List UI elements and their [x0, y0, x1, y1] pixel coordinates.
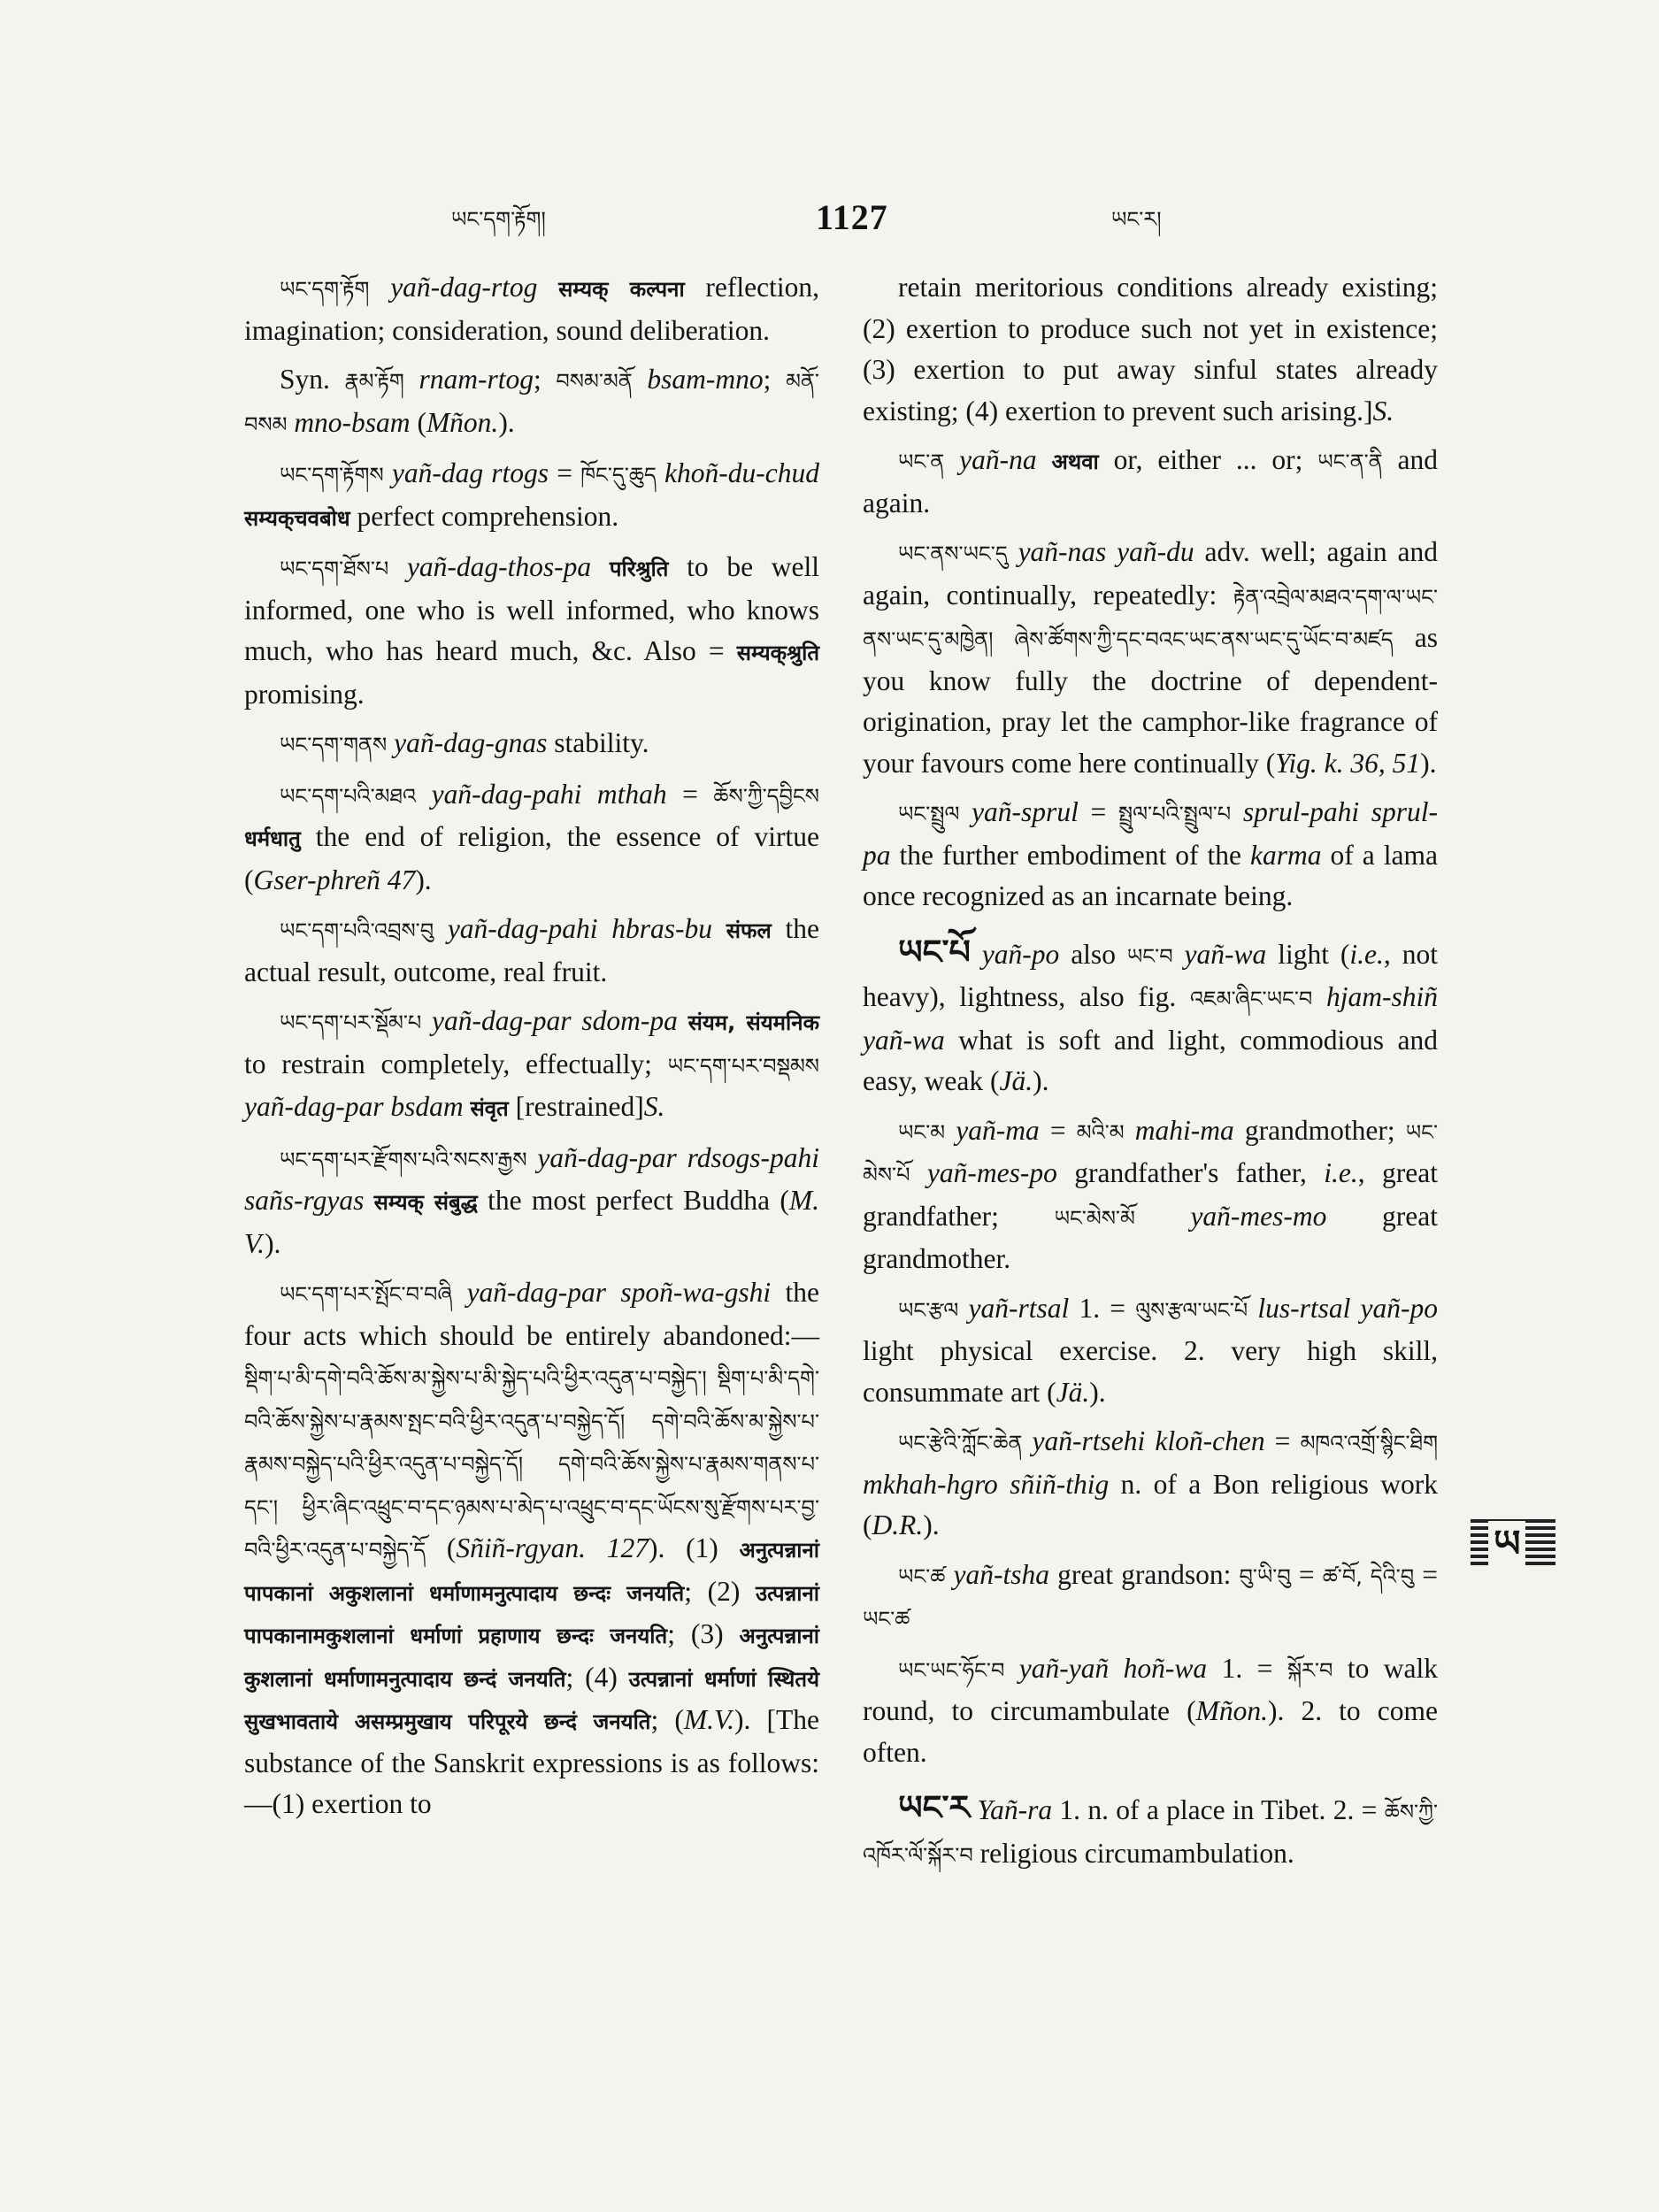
transliteration: yañ-yañ hoñ-wa: [1004, 1652, 1208, 1684]
transliteration: Mñon.: [426, 406, 499, 438]
definition-text: 1. n. of a place in Tibet. 2. =: [1052, 1794, 1385, 1825]
definition-text: to be well informed, one who is well informed, who knows much, who has heard much, &c. Also =: [244, 551, 820, 666]
definition-text: stability.: [547, 727, 649, 758]
transliteration: Jä.: [1056, 1376, 1090, 1408]
dictionary-entry: [863, 532, 1438, 784]
transliteration: yañ-dag-par sdom-pa: [421, 1005, 688, 1036]
tibetan-text: མནོ་བསམ: [244, 369, 819, 437]
left-column: [244, 267, 819, 1833]
dictionary-entry: [863, 1110, 1438, 1280]
definition-text: =: [1264, 1425, 1301, 1456]
transliteration: yañ-dag-gnas: [387, 727, 548, 758]
tibetan-text: བསམ་མནོ: [556, 369, 633, 394]
definition-text: adv. well; again and again, continually, repeatedly:: [863, 536, 1438, 611]
tibetan-text: ཡང་ན: [898, 449, 945, 474]
tibetan-text: ཡང་བ: [1126, 943, 1173, 969]
dictionary-entry: [244, 267, 819, 351]
tibetan-text: ཡང་དག་པར་སྤོང་བ་བཞི: [280, 1282, 453, 1307]
sanskrit-text: धर्मधातु: [244, 826, 301, 851]
transliteration: S.: [643, 1091, 665, 1122]
tibetan-text: ཡང་དག་པའི་མཐའ: [280, 783, 417, 809]
definition-text: (: [426, 1532, 457, 1563]
definition-text: ; (4): [565, 1661, 629, 1693]
dictionary-entry: [863, 1648, 1438, 1774]
definition-text: great grandson:: [1048, 1558, 1240, 1590]
tibetan-text: སྐོར་བ: [1286, 1657, 1333, 1683]
dictionary-entry: [244, 1138, 819, 1265]
sanskrit-text: संयम, संयमनिक: [687, 1010, 820, 1035]
transliteration: Mñon.: [1195, 1695, 1268, 1726]
right-column: [863, 267, 1438, 1884]
transliteration: M. V.: [244, 1185, 819, 1259]
transliteration: rnam-rtog: [403, 364, 534, 395]
sanskrit-text: परिश्रुति: [609, 557, 669, 581]
definition-text: =: [1290, 1558, 1323, 1590]
definition-text: ;: [533, 364, 557, 395]
tibetan-text: ཡང་སྤྲུལ: [898, 802, 960, 826]
definition-text: or, either ... or;: [1098, 444, 1318, 475]
transliteration: hjam-shiñ yañ-wa: [863, 981, 1438, 1056]
definition-text: ).: [498, 406, 515, 438]
dictionary-entry: [244, 1272, 819, 1825]
sanskrit-text: अनुत्पन्नानां पापकानां अकुशलानां धर्माणामनुत्पादाय छन्दः जनयति: [244, 1538, 819, 1606]
tibetan-text: ཡང་དག་རྟོགས: [280, 463, 384, 488]
tibetan-text: ཡང་ཡང་ཧོང་བ: [898, 1657, 1005, 1683]
definition-text: the end of religion, the essence of virtue (: [244, 821, 819, 895]
tibetan-text: ཆོས་ཀྱི་དབྱིངས: [713, 783, 819, 809]
definition-text: to restrain completely, effectually;: [244, 1048, 668, 1079]
transliteration: yañ-nas yañ-du: [1007, 536, 1194, 567]
definition-text: , not heavy), lightness, also fig.: [863, 938, 1438, 1012]
dictionary-entry: [863, 1421, 1438, 1547]
dictionary-entry: [863, 1787, 1438, 1876]
transliteration: yañ-wa: [1172, 938, 1267, 970]
transliteration: yañ-dag-rtog: [369, 272, 559, 303]
tibetan-text: རྣམ་རྟོག: [344, 369, 404, 394]
transliteration: yañ-dag-thos-pa: [388, 551, 610, 582]
headword-tibetan: ཡང་པོ: [898, 932, 971, 972]
transliteration: karma: [1250, 839, 1322, 871]
tibetan-text: བུ་ཡི་བུ: [1239, 1563, 1291, 1589]
tibetan-text: ཡང་ཚ: [863, 1607, 910, 1632]
transliteration: yañ-tsha: [945, 1558, 1049, 1590]
definition-text: n. of a Bon religious work (: [863, 1468, 1438, 1540]
thumb-index-letter: ཡ: [1488, 1521, 1525, 1567]
transliteration: yañ-ma: [945, 1114, 1040, 1146]
definition-text: [restrained]: [508, 1091, 644, 1122]
definition-text: ). 2. to come often.: [863, 1695, 1438, 1768]
transliteration: S.: [1372, 395, 1394, 426]
tibetan-text: ཚ་བོ, དེའི་བུ: [1322, 1563, 1415, 1589]
definition-text: Syn.: [280, 364, 345, 395]
tibetan-text: ཡང་ནས་ཡང་དུ: [898, 541, 1008, 566]
tibetan-text: ཡང་དག་རྟོག: [280, 277, 370, 302]
transliteration: D.R.: [872, 1509, 924, 1540]
sanskrit-text: सम्यक्‌श्रुति: [736, 641, 819, 665]
transliteration: yañ-mes-mo: [1134, 1200, 1327, 1232]
transliteration: yañ-dag-pahi hbras-bu: [434, 913, 726, 944]
transliteration: yañ-rtsehi kloñ-chen: [1022, 1425, 1265, 1456]
dictionary-entry: [863, 932, 1438, 1102]
definition-text: ;: [763, 364, 787, 395]
transliteration: Gser-phreñ 47: [253, 864, 416, 895]
definition-text: grandmother;: [1233, 1114, 1406, 1146]
transliteration: yañ-rtsal: [958, 1292, 1070, 1324]
definition-text: grandfather's father,: [1056, 1157, 1325, 1188]
dictionary-entry: [244, 1001, 819, 1130]
definition-text: =: [666, 778, 714, 810]
definition-text: =: [1039, 1114, 1077, 1146]
definition-text: ).: [415, 864, 432, 895]
sanskrit-text: सम्यक् कल्पना: [558, 277, 685, 302]
dictionary-entry: [244, 774, 819, 902]
page-number: 1127: [816, 197, 888, 237]
definition-text: religious circumambulation.: [972, 1837, 1294, 1869]
headword-tibetan: ཡང་ར: [898, 1788, 971, 1827]
definition-text: perfect comprehension.: [349, 500, 619, 532]
header-left-guideword: ཡང་དག་རྟོག།: [451, 207, 546, 232]
definition-text: ).: [1089, 1376, 1106, 1408]
dictionary-entry: [244, 909, 819, 993]
transliteration: i.e.: [1324, 1157, 1358, 1188]
dictionary-entry: [244, 453, 819, 539]
transliteration: mkhah-hgro sñiñ-thig: [863, 1468, 1110, 1500]
dictionary-entry: [863, 1288, 1438, 1414]
definition-text: the most perfect Buddha (: [477, 1185, 789, 1216]
definition-text: ; (3): [667, 1618, 740, 1649]
sanskrit-text: उत्पन्नानां पापकानामकुशलानां धर्माणां प्रहाणाय छन्दः जनयति: [244, 1580, 820, 1648]
header-right-guideword: ཡང་ར།: [1111, 207, 1162, 232]
transliteration: yañ-dag-par bsdam: [244, 1091, 471, 1122]
tibetan-text: ཁོང་དུ་ཆུད: [580, 463, 657, 488]
transliteration: yañ-dag-pahi mthah: [416, 778, 667, 810]
sanskrit-text: अथवा: [1051, 449, 1099, 474]
tibetan-text: མཁའ་འགྲོ་སྙིང་ཐིག: [1300, 1431, 1438, 1455]
dictionary-entry: [244, 547, 819, 715]
transliteration: yañ-na: [944, 444, 1052, 475]
definition-text: of a lama once recognized as an incarnate being.: [863, 839, 1438, 911]
tibetan-text: ཡང་མེས་མོ: [1054, 1205, 1135, 1231]
transliteration: yañ-mes-po: [910, 1157, 1057, 1188]
sanskrit-text: सम्यक्‌चवबोध: [244, 505, 350, 531]
definition-text: =: [1414, 1558, 1439, 1590]
dictionary-entry: [244, 723, 819, 766]
transliteration: yañ-dag-par spoñ-wa-gshi: [452, 1277, 772, 1308]
transliteration: lus-rtsal yañ-po: [1248, 1292, 1438, 1324]
tibetan-text: ཡང་དག་པར་རྫོགས་པའི་སངས་རྒྱས: [280, 1147, 527, 1172]
definition-text: (: [410, 406, 426, 438]
tibetan-text: རྟེན་འབྲེལ་མཐའ་དག་ལ་ཡང་ནས་ཡང་དུ་མཁྱེན། ཞེས་ཚོགས་ཀྱི་དང་བའང་ཡང་ནས་ཡང་དུ་ཡོང་བ་མཛད: [863, 584, 1438, 652]
definition-text: the four acts which should be entirely abandoned:—: [244, 1277, 819, 1351]
dictionary-entry: [863, 440, 1438, 524]
definition-text: ).: [1033, 1065, 1049, 1096]
thumb-index-tab: [1471, 1519, 1555, 1569]
definition-text: what is soft and light, commodious and easy, weak (: [863, 1024, 1438, 1096]
definition-text: ; (2): [684, 1575, 757, 1607]
running-header: [0, 196, 1659, 250]
definition-text: =: [549, 457, 581, 488]
dictionary-entry: [863, 267, 1438, 432]
dictionary-entry: [244, 359, 819, 445]
transliteration: Jä.: [999, 1065, 1033, 1096]
tibetan-text: ཡང་དག་པར་བསྡམས: [667, 1053, 819, 1079]
definition-text: light (: [1266, 938, 1350, 970]
transliteration: mahi-ma: [1124, 1114, 1234, 1146]
dictionary-entry: [863, 1555, 1438, 1640]
transliteration: sprul-pahi sprul-pa: [863, 796, 1438, 871]
sanskrit-text: संफल: [726, 918, 772, 943]
tibetan-text: མའི་མ: [1076, 1119, 1125, 1145]
definition-text: retain meritorious conditions already existing; (2) exertion to produce such not yet in existence; (3) exertion to put away sinful states already existing; (4) exertion to prevent such arising.]: [863, 272, 1438, 426]
tibetan-text: ཆོས་ཀྱི་འཁོར་ལོ་སྐོར་བ: [863, 1800, 1438, 1868]
definition-text: , great grandfather;: [863, 1157, 1438, 1232]
transliteration: khoñ-du-chud: [656, 457, 819, 488]
definition-text: ).: [265, 1227, 281, 1259]
definition-text: reflection, imagination; consideration, sound deliberation.: [244, 272, 819, 346]
transliteration: yañ-dag rtogs: [383, 457, 549, 488]
definition-text: promising.: [244, 678, 365, 710]
sanskrit-text: उत्पन्नानां धर्माणां स्थितये सुखभावताये असम्प्रमुखाय परिपूरये छन्दं जनयति: [244, 1666, 819, 1734]
definition-text: ).: [923, 1509, 940, 1540]
definition-text: light physical exercise. 2. very high skill, consummate art (: [863, 1335, 1438, 1408]
tibetan-text: ཡང་དག་པའི་འབྲས་བུ: [280, 918, 434, 943]
definition-text: and again.: [863, 444, 1438, 518]
transliteration: bsam-mno: [632, 364, 764, 395]
tibetan-text: སྤྲུལ་པའི་སྤྲུལ་པ: [1118, 802, 1232, 826]
tibetan-text: ཡང་མ: [898, 1119, 946, 1145]
definition-text: the actual result, outcome, real fruit.: [244, 913, 819, 987]
definition-text: to walk round, to circumambulate (: [863, 1652, 1439, 1726]
transliteration: mno-bsam: [287, 406, 411, 438]
transliteration: Yañ-ra: [970, 1794, 1053, 1825]
definition-text: 1. =: [1069, 1292, 1136, 1324]
definition-text: ; (: [650, 1704, 684, 1735]
definition-text: great grandmother.: [863, 1200, 1438, 1274]
transliteration: Yig. k. 36, 51: [1275, 747, 1421, 779]
transliteration: yañ-dag-par rdsogs-pahi sañs-rgyas: [244, 1141, 819, 1216]
tibetan-text: ཡང་རྩེའི་ཀློང་ཆེན: [898, 1431, 1023, 1455]
transliteration: i.e.: [1349, 938, 1384, 970]
tibetan-text: སྡིག་པ་མི་དགེ་བའི་ཆོས་མ་སྐྱེས་པ་མི་སྐྱེད་པའི་ཕྱིར་འདུན་པ་བསྐྱེད་། སྡིག་པ་མི་དགེ་བའི་ཆོས་སྐྱེས་པ་རྣམས་སྤང་བའི་ཕྱིར་འདུན་པ་བསྐྱེད་དོ། དགེ་བའི་ཆོས་མ་སྐྱེས་པ་རྣམས་བསྐྱེད་པའི་ཕྱིར་འདུན་པ་བསྐྱེད་དོ། དགེ་བའི་ཆོས་སྐྱེས་པ་རྣམས་གནས་པ་དང་། ཕྱིར་ཞིང་འཕྲུང་བ་དང་ཉམས་པ་མེད་པ་འཕྲུང་བ་དང་ཡོངས་སུ་རྫོགས་པར་བྱ་བའི་ཕྱིར་འདུན་པ་བསྐྱེད་དོ: [244, 1366, 819, 1563]
sanskrit-text: सम्यक् संबुद्ध: [373, 1190, 478, 1215]
tibetan-text: ཡང་ཚ: [898, 1563, 946, 1589]
sanskrit-text: संवृत: [470, 1096, 509, 1121]
transliteration: M.V.: [683, 1704, 735, 1735]
tibetan-text: ཡང་རྩལ: [898, 1297, 959, 1323]
definition-text: also: [1059, 938, 1127, 970]
tibetan-text: ཡང་དག་གནས: [280, 733, 388, 757]
transliteration: yañ-sprul: [959, 796, 1079, 827]
tibetan-text: ཡང་དག་ཐོས་པ: [280, 557, 389, 581]
definition-text: the further embodiment of the: [890, 839, 1250, 871]
definition-text: ). (1): [648, 1532, 740, 1563]
definition-text: as you know fully the doctrine of dependent-origination, pray let the camphor-like fragrance of your favours come here continually (: [863, 622, 1438, 779]
transliteration: Sñiñ-rgyan. 127: [456, 1532, 649, 1563]
tibetan-text: ཡང་དག་པར་སྡོམ་པ: [280, 1010, 422, 1035]
definition-text: 1. =: [1207, 1652, 1287, 1684]
definition-text: ).: [1420, 747, 1437, 779]
tibetan-text: འཇམ་ཞིང་ཡང་བ: [1189, 987, 1313, 1011]
dictionary-entry: [863, 792, 1438, 918]
tibetan-text: ལུས་རྩལ་ཡང་པོ: [1135, 1297, 1248, 1323]
definition-text: ). [The substance of the Sanskrit expressions is as follows:—(1) exertion to: [244, 1704, 820, 1819]
tibetan-text: ཡང་མེས་པོ: [863, 1119, 1438, 1187]
tibetan-text: ཡང་ན་ནི: [1317, 449, 1383, 474]
definition-text: =: [1078, 796, 1118, 827]
sanskrit-text: अनुत्पन्नानां कुशलानां धर्माणामनुत्पादाय छन्दं जनयति: [244, 1624, 819, 1692]
transliteration: yañ-po: [970, 938, 1060, 970]
